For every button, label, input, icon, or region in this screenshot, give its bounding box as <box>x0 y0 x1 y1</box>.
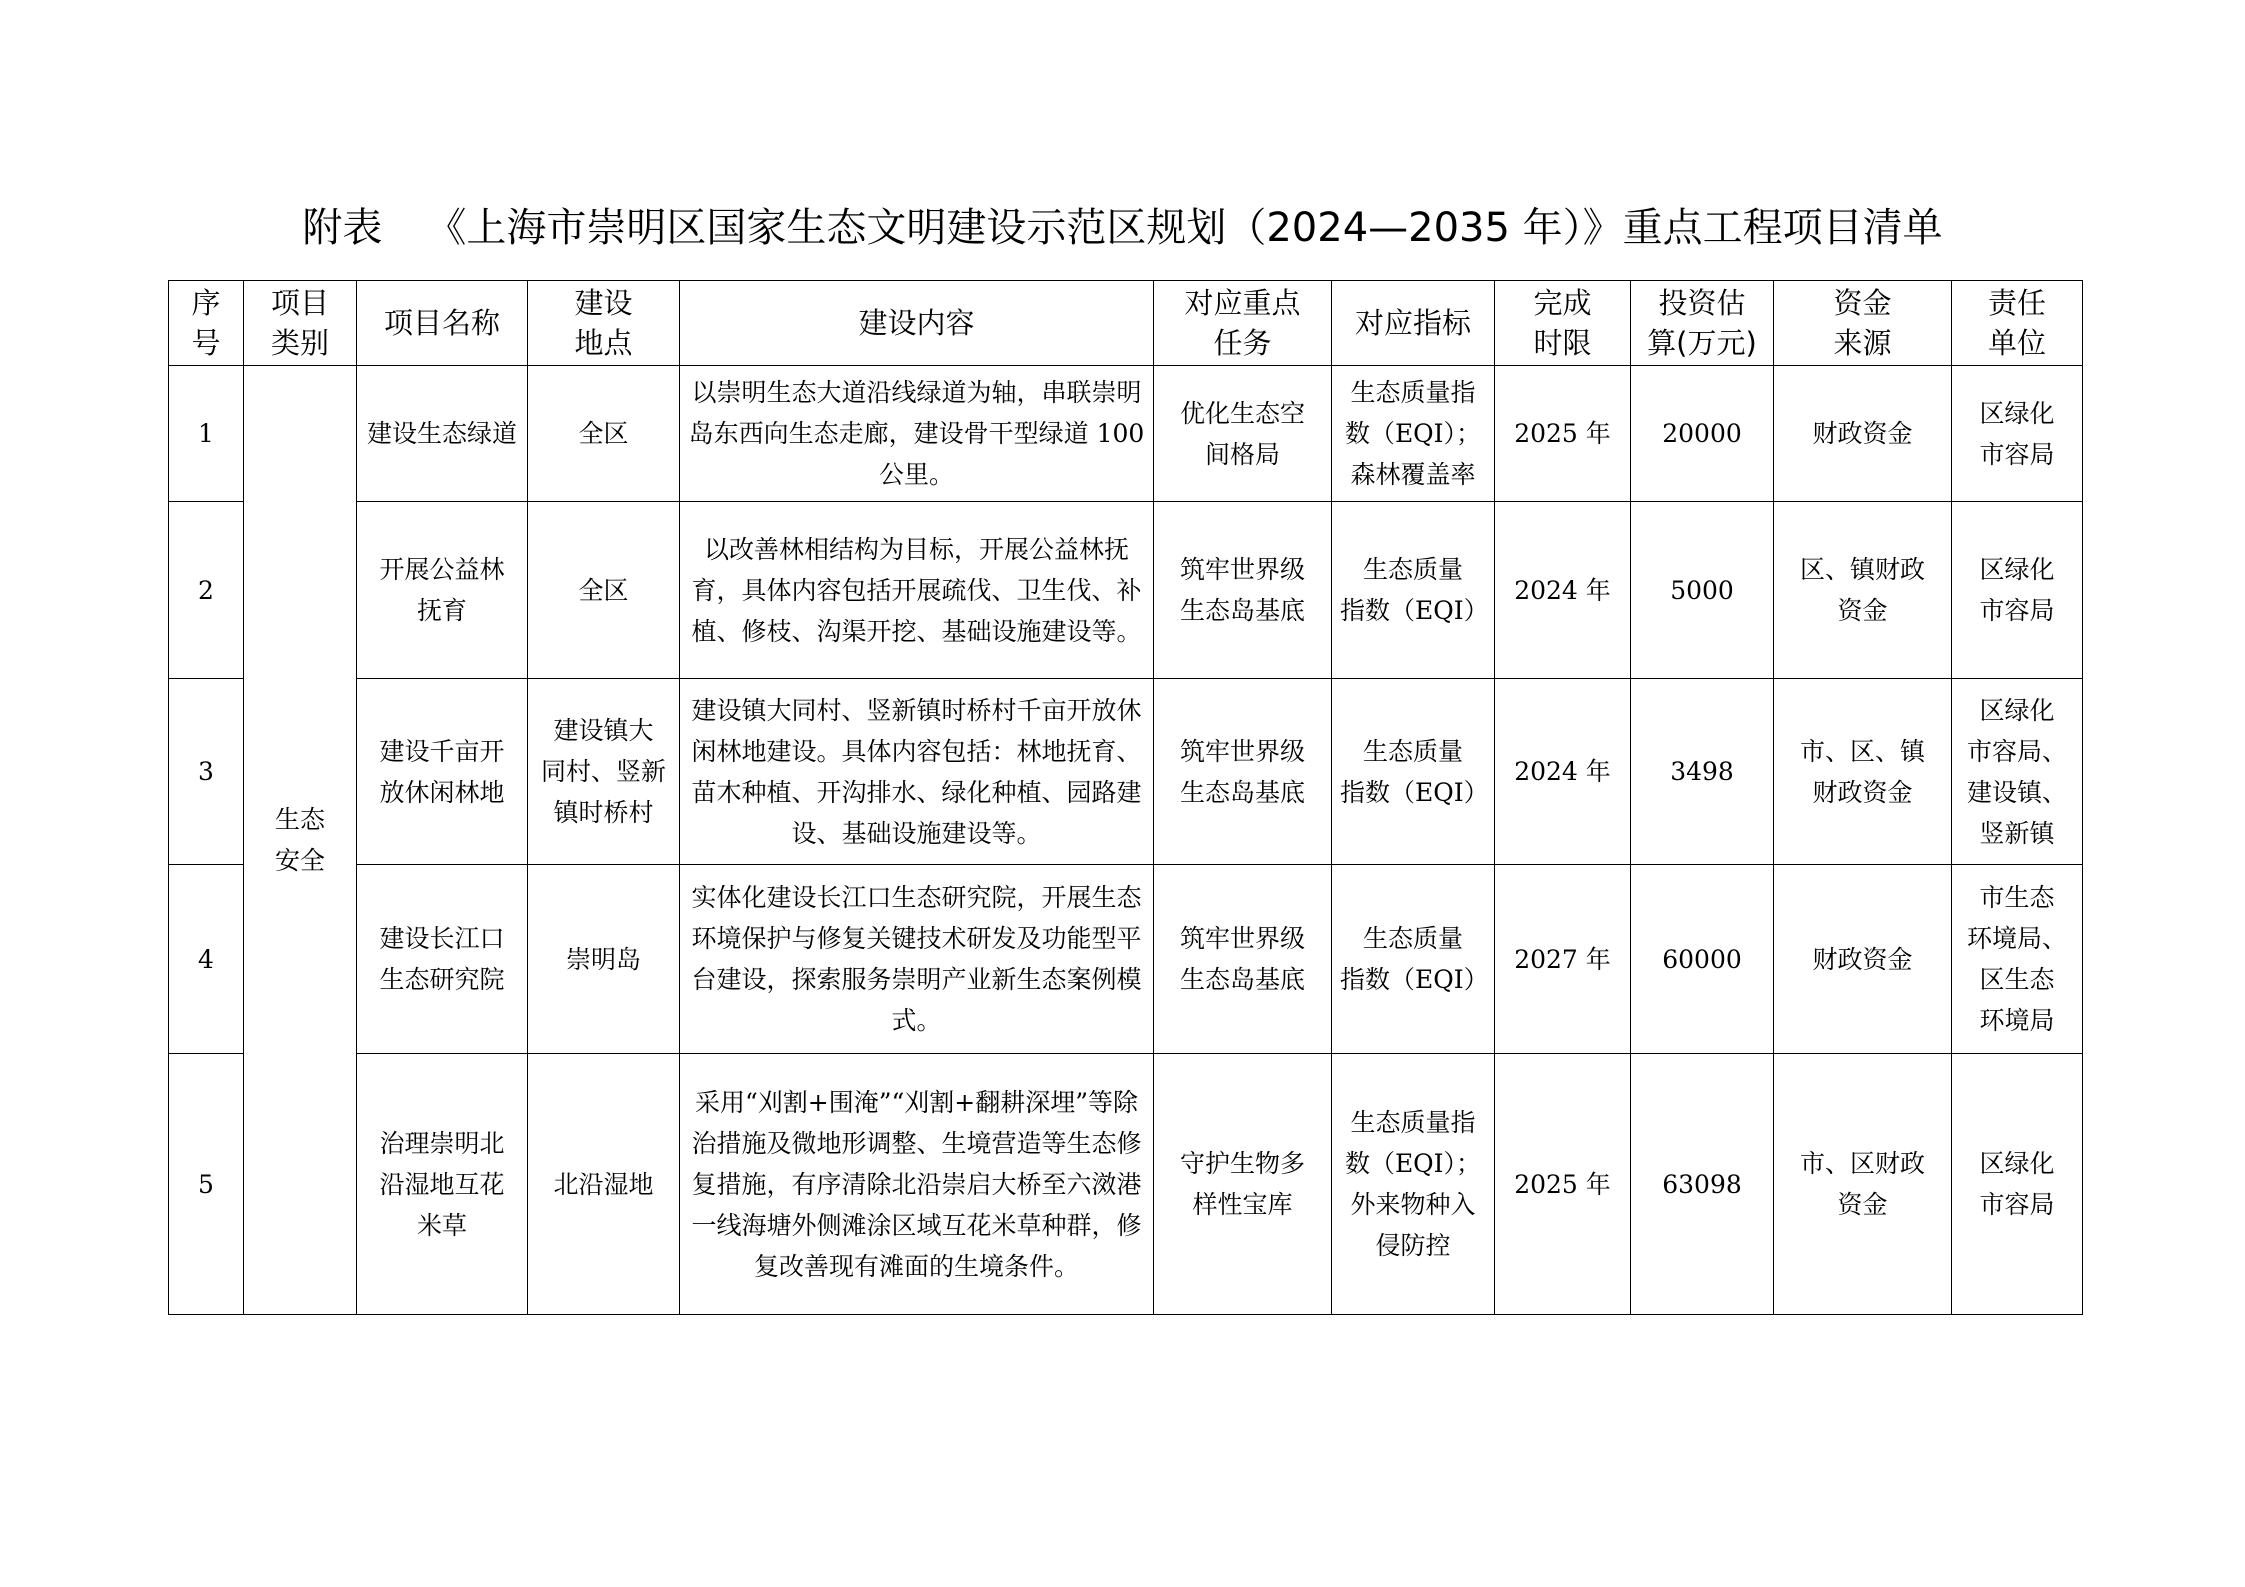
cell-investment: 63098 <box>1631 1054 1774 1315</box>
header-seq: 序 号 <box>169 281 244 366</box>
cell-location: 建设镇大 同村、竖新 镇时桥村 <box>528 679 680 865</box>
cell-indicator: 生态质量 指数（EQI） <box>1332 865 1495 1054</box>
table-row <box>169 1054 2083 1315</box>
cell-seq: 4 <box>169 865 244 1054</box>
title-main: 《上海市崇明区国家生态文明建设示范区规划（2024—2035 年）》重点工程项目清单 <box>426 205 1943 251</box>
cell-investment: 5000 <box>1631 502 1774 679</box>
table-row <box>169 366 2083 502</box>
cell-unit: 区绿化 市容局、 建设镇、 竖新镇 <box>1952 679 2083 865</box>
cell-indicator: 生态质量指 数（EQI）； 森林覆盖率 <box>1332 366 1495 502</box>
cell-funding: 区、镇财政 资金 <box>1774 502 1952 679</box>
header-funding: 资金 来源 <box>1774 281 1952 366</box>
cell-location: 北沿湿地 <box>528 1054 680 1315</box>
cell-category: 生态 安全 <box>244 366 357 1315</box>
header-location: 建设 地点 <box>528 281 680 366</box>
header-name: 项目名称 <box>357 281 528 366</box>
cell-unit: 区绿化 市容局 <box>1952 366 2083 502</box>
header-indicator: 对应指标 <box>1332 281 1495 366</box>
cell-location: 全区 <box>528 366 680 502</box>
cell-location: 全区 <box>528 502 680 679</box>
cell-deadline: 2027 年 <box>1495 865 1631 1054</box>
title-lead: 附表 <box>302 205 383 251</box>
cell-name: 开展公益林 抚育 <box>357 502 528 679</box>
cell-funding: 市、区财政 资金 <box>1774 1054 1952 1315</box>
cell-indicator: 生态质量 指数（EQI） <box>1332 679 1495 865</box>
header-content: 建设内容 <box>680 281 1154 366</box>
cell-content: 建设镇大同村、竖新镇时桥村千亩开放休闲林地建设。具体内容包括：林地抚育、苗木种植、开沟排水、绿化种植、园路建设、基础设施建设等。 <box>680 679 1154 865</box>
table-row <box>169 679 2083 865</box>
table-header-row <box>169 281 2083 366</box>
cell-task: 优化生态空 间格局 <box>1154 366 1332 502</box>
cell-seq: 3 <box>169 679 244 865</box>
cell-seq: 5 <box>169 1054 244 1315</box>
header-unit: 责任 单位 <box>1952 281 2083 366</box>
header-task: 对应重点 任务 <box>1154 281 1332 366</box>
cell-content: 以崇明生态大道沿线绿道为轴，串联崇明岛东西向生态走廊，建设骨干型绿道 100 公里。 <box>680 366 1154 502</box>
cell-deadline: 2024 年 <box>1495 502 1631 679</box>
cell-indicator: 生态质量 指数（EQI） <box>1332 502 1495 679</box>
project-table <box>168 280 2083 1315</box>
cell-funding: 财政资金 <box>1774 366 1952 502</box>
cell-content: 实体化建设长江口生态研究院，开展生态环境保护与修复关键技术研发及功能型平台建设，探索服务崇明产业新生态案例模式。 <box>680 865 1154 1054</box>
cell-task: 守护生物多 样性宝库 <box>1154 1054 1332 1315</box>
cell-content: 采用“刈割+围淹”“刈割+翻耕深埋”等除治措施及微地形调整、生境营造等生态修复措施，有序清除北沿崇启大桥至六滧港一线海塘外侧滩涂区域互花米草种群，修复改善现有滩面的生境条件。 <box>680 1054 1154 1315</box>
cell-content: 以改善林相结构为目标，开展公益林抚育，具体内容包括开展疏伐、卫生伐、补植、修枝、沟渠开挖、基础设施建设等。 <box>680 502 1154 679</box>
cell-task: 筑牢世界级 生态岛基底 <box>1154 679 1332 865</box>
cell-investment: 3498 <box>1631 679 1774 865</box>
cell-task: 筑牢世界级 生态岛基底 <box>1154 865 1332 1054</box>
cell-name: 建设千亩开 放休闲林地 <box>357 679 528 865</box>
cell-seq: 2 <box>169 502 244 679</box>
cell-funding: 财政资金 <box>1774 865 1952 1054</box>
cell-name: 建设长江口 生态研究院 <box>357 865 528 1054</box>
cell-deadline: 2025 年 <box>1495 366 1631 502</box>
cell-unit: 市生态 环境局、 区生态 环境局 <box>1952 865 2083 1054</box>
cell-funding: 市、区、镇 财政资金 <box>1774 679 1952 865</box>
cell-name: 建设生态绿道 <box>357 366 528 502</box>
cell-location: 崇明岛 <box>528 865 680 1054</box>
cell-investment: 60000 <box>1631 865 1774 1054</box>
header-deadline: 完成 时限 <box>1495 281 1631 366</box>
table-row <box>169 865 2083 1054</box>
cell-indicator: 生态质量指 数（EQI）； 外来物种入 侵防控 <box>1332 1054 1495 1315</box>
cell-name: 治理崇明北 沿湿地互花 米草 <box>357 1054 528 1315</box>
page-title <box>0 200 2245 256</box>
cell-investment: 20000 <box>1631 366 1774 502</box>
cell-unit: 区绿化 市容局 <box>1952 502 2083 679</box>
table-row <box>169 502 2083 679</box>
header-investment: 投资估 算(万元) <box>1631 281 1774 366</box>
cell-deadline: 2024 年 <box>1495 679 1631 865</box>
cell-seq: 1 <box>169 366 244 502</box>
header-category: 项目 类别 <box>244 281 357 366</box>
cell-unit: 区绿化 市容局 <box>1952 1054 2083 1315</box>
cell-task: 筑牢世界级 生态岛基底 <box>1154 502 1332 679</box>
cell-deadline: 2025 年 <box>1495 1054 1631 1315</box>
